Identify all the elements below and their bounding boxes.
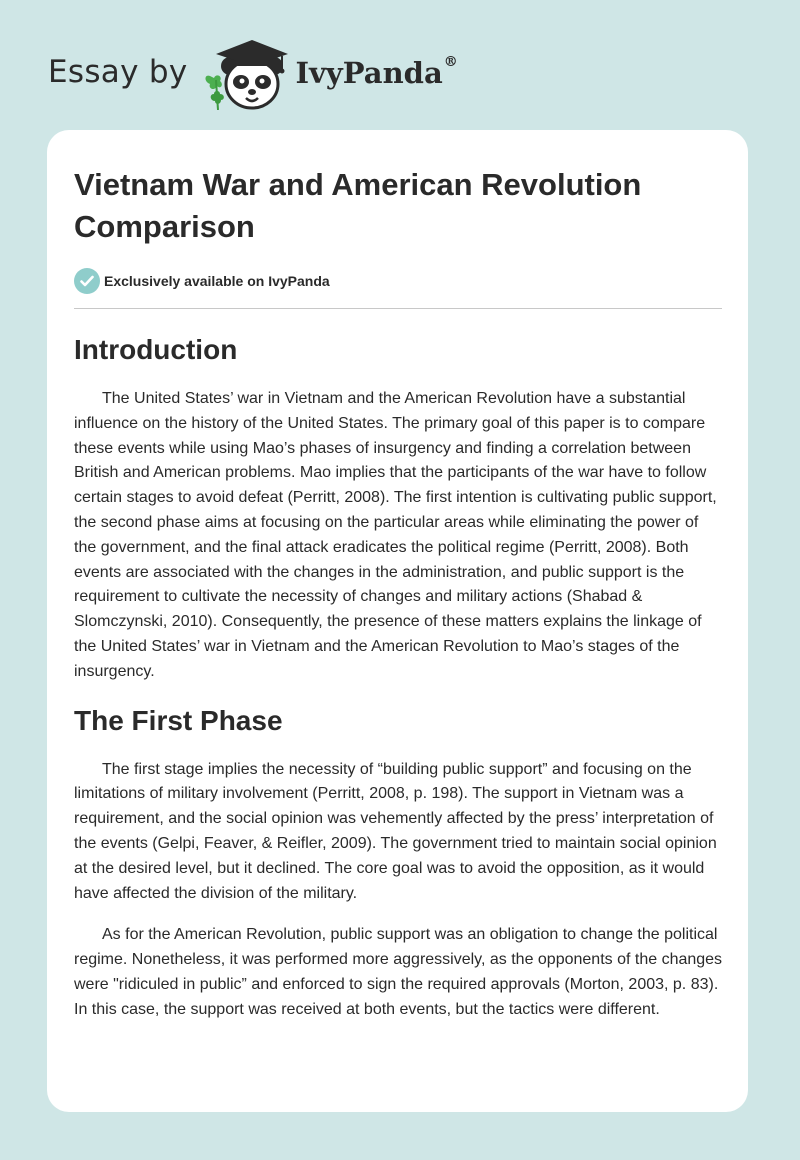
essay-by-label: Essay by [48,54,188,90]
exclusive-badge [74,267,722,295]
brand-header [48,34,458,110]
registered-mark: ® [443,54,458,70]
checkmark-icon [74,268,100,294]
ivypanda-logo-icon[interactable] [202,34,294,110]
divider [74,308,722,309]
exclusive-label: Exclusively available on IvyPanda [104,273,330,289]
paragraph-first-phase-2: As for the American Revolution, public support was an obligation to change the political regime. Nonetheless, it was performed more aggressively, as the opponents of the changes were "ridiculed in public” and enforced to sign the required approvals (Morton, 2003, p. 83). In this case, the support was received at both events, but the tactics were different. [74,926,723,1018]
section-heading-introduction: Introduction [74,334,238,365]
essay-title: Vietnam War and American Revolution Comparison [74,167,642,244]
paragraph-introduction: The United States’ war in Vietnam and the American Revolution have a substantial influence on the history of the United States. The primary goal of this paper is to compare these events while using Mao’s phases of insurgency and finding a correlation between British and American problems. Mao implies that the participants of the war have to follow certain stages to avoid defeat (Perritt, 2008). The first intention is cultivating public support, the second phase aims at focusing on the particular areas while eliminating the power of the government, and the final attack eradicates the political regime (Perritt, 2008). Both events are associated with the changes in the administration, and public support is the requirement to cultivate the necessity of changes and military actions (Shabad & Slomczynski, 2010). Consequently, the presence of these matters explains the linkage of the United States’ war in Vietnam and the American Revolution to Mao’s stages of the insurgency. [74,390,717,680]
essay-card [47,130,748,1112]
section-heading-first-phase: The First Phase [74,704,283,736]
paragraph-first-phase-1: The first stage implies the necessity of “building public support” and focusing on the limitations of military involvement (Perritt, 2008, p. 198). The support in Vietnam was a requirement, and the social opinion was vehemently affected by the press’ interpretation of the events (Gelpi, Feaver, & Reifler, 2009). The government tried to maintain social opinion at the desired level, but it declined. The core goal was to avoid the opposition, as it would have affected the division of the military. [74,760,717,902]
brand-name[interactable]: IvyPanda® [295,54,458,90]
